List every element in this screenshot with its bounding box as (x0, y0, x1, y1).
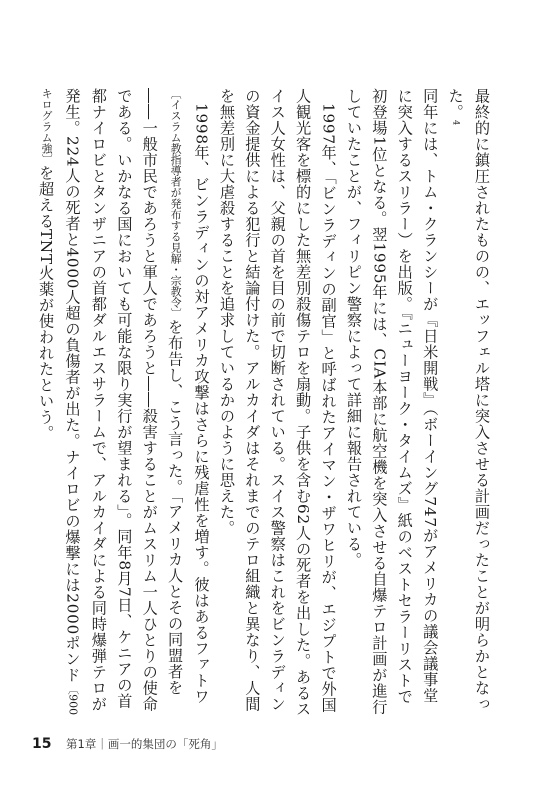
paragraph-3 (214, 88, 341, 718)
paragraph-3-text: 1997年、「ビンラディンの副官」と呼ばれたアイマン・ザワヒリが、エジプトで外国人観光客を標的にした無差別殺傷テロを扇動。子供を含む62人の死者を出した。あるスイス人女性は、父親の首を目の前で切断されている。スイス警察はこれをビンラディンの資金提供による犯行と結論付けた。アルカイダはそれまでのテロ組織と異なり、人間を無差別に大虐殺することを追求しているかのように思えた。 (217, 88, 338, 717)
paragraph-4-text-b: を布告し、こう言った。「アメリカ人とその同盟者を――一般市民であろうと軍人であろうと――殺害することがムスリム一人ひとりの使命である。いかなる国においても可能な限り実行が望まれる」。同年8月7日、ケニアの首都ナイロビとタンザニアの首都ダルエスサラームで、アルカイダによる同時爆弾テロが発生。224人の死者と4000人超の負傷者が出た。ナイロビの爆撃には2000ポンド (63, 88, 185, 712)
running-chapter-title: 第1章｜画一的集団の「死角」 (66, 737, 223, 751)
translator-note-weight: 〔900キログラム強〕 (40, 88, 80, 716)
paragraph-1 (442, 88, 494, 718)
paragraph-2 (341, 88, 443, 718)
translator-note-fatwa: 〔イスラム教指導者が発布する見解・宗教令〕 (169, 88, 183, 319)
footnote-marker: 4 (451, 120, 461, 126)
paragraph-2-text: 同年には、トム・クランシーが『日米開戦』（ボーイング747がアメリカの議会議事堂に突入するスリラー）を出版。『ニューヨーク・タイムズ』紙のベストセラーリストで初登場1位となる。翌1995年には、CIA本部に航空機を突入させる自爆テロ計画が進行していたことが、フィリピン警察によって詳細に報告されている。 (344, 88, 440, 716)
body-text (37, 88, 494, 718)
page-number: 15 (32, 736, 52, 752)
page-footer (0, 732, 552, 756)
paragraph-4 (33, 88, 214, 718)
paragraph-1-text: 最終的に鎮圧されたものの、エッフェル塔に突入させる計画だったことが明らかとなった。 (446, 88, 491, 712)
paragraph-4-text-a: 1998年、ビンラディンの対アメリカ攻撃はさらに残虐性を増す。彼はあるファトワ (192, 103, 211, 706)
paragraph-4-text-c: を超えるTNT火薬が使われたという。 (37, 165, 56, 441)
